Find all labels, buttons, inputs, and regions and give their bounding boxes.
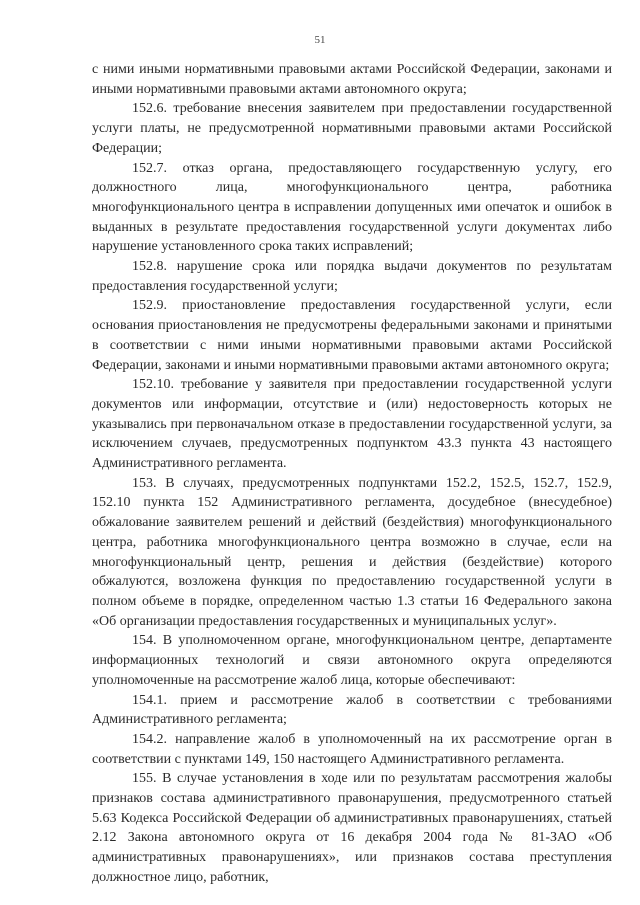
page-number: 51 xyxy=(314,34,326,46)
paragraph: 152.9. приостановление предоставления государственной услуги, если основания приостановления не предусмотрены федеральными законами и принятыми в соответствии с ними иными нормативными правовыми актами Российской Федерации, законами и иными нормативными правовыми актами автономного округа; xyxy=(92,298,612,373)
paragraph: с ними иными нормативными правовыми актами Российской Федерации, законами и иными нормативными правовыми актами автономного округа; xyxy=(92,62,612,97)
paragraph: 152.7. отказ органа, предоставляющего государственную услугу, его должностного лица, многофункционального центра, работника многофункционального центра в исправлении допущенных ими опечаток и ошибок в выданных в результате предоставления государственной услуги документах либо нарушение установленного срока таких исправлений; xyxy=(92,160,612,255)
paragraph: 153. В случаях, предусмотренных подпунктами 152.2, 152.5, 152.7, 152.9, 152.10 пункта 152 Административного регламента, досудебное (внесудебное) обжалование заявителем решений и действий (бездействия) многофункционального центра, работника многофункционального центра возможно в случае, если на многофункциональный центр, решения и действия (бездействие) которого обжалуются, возложена функция по предоставлению государственной услуги в полном объеме в порядке, определенном частью 1.3 статьи 16 Федерального закона «Об организации предоставления государственных и муниципальных услуг». xyxy=(92,475,612,629)
paragraph: 152.8. нарушение срока или порядка выдачи документов по результатам предоставления государственной услуги; xyxy=(92,259,612,294)
document-body xyxy=(92,60,612,888)
paragraph: 152.6. требование внесения заявителем при предоставлении государственной услуги платы, не предусмотренной нормативными правовыми актами Российской Федерации; xyxy=(92,101,612,156)
paragraph: 154.1. прием и рассмотрение жалоб в соответствии с требованиями Административного регламента; xyxy=(92,692,612,728)
paragraph: 152.10. требование у заявителя при предоставлении государственной услуги документов или информации, отсутствие и (или) недостоверность которых не указывались при первоначальном отказе в предоставлении государственной услуги, за исключением случаев, предусмотренных подпунктом 43.3 пункта 43 настоящего Административного регламента. xyxy=(92,377,612,472)
paragraph: 154. В уполномоченном органе, многофункциональном центре, департаменте информационных технологий и связи автономного округа определяются уполномоченные на рассмотрение жалоб лица, которые обеспечивают: xyxy=(92,633,612,688)
paragraph: 155. В случае установления в ходе или по результатам рассмотрения жалобы признаков состава административного правонарушения, предусмотренного статьей 5.63 Кодекса Российской Федерации об административных правонарушениях, статьей 2.12 Закона автономного округа от 16 декабря 2004 года № 81-ЗАО «Об административных правонарушениях», или признаков состава преступления должностное лицо, работник, xyxy=(92,771,612,885)
paragraph: 154.2. направление жалоб в уполномоченный на их рассмотрение орган в соответствии с пунктами 149, 150 настоящего Административного регламента. xyxy=(92,731,612,767)
